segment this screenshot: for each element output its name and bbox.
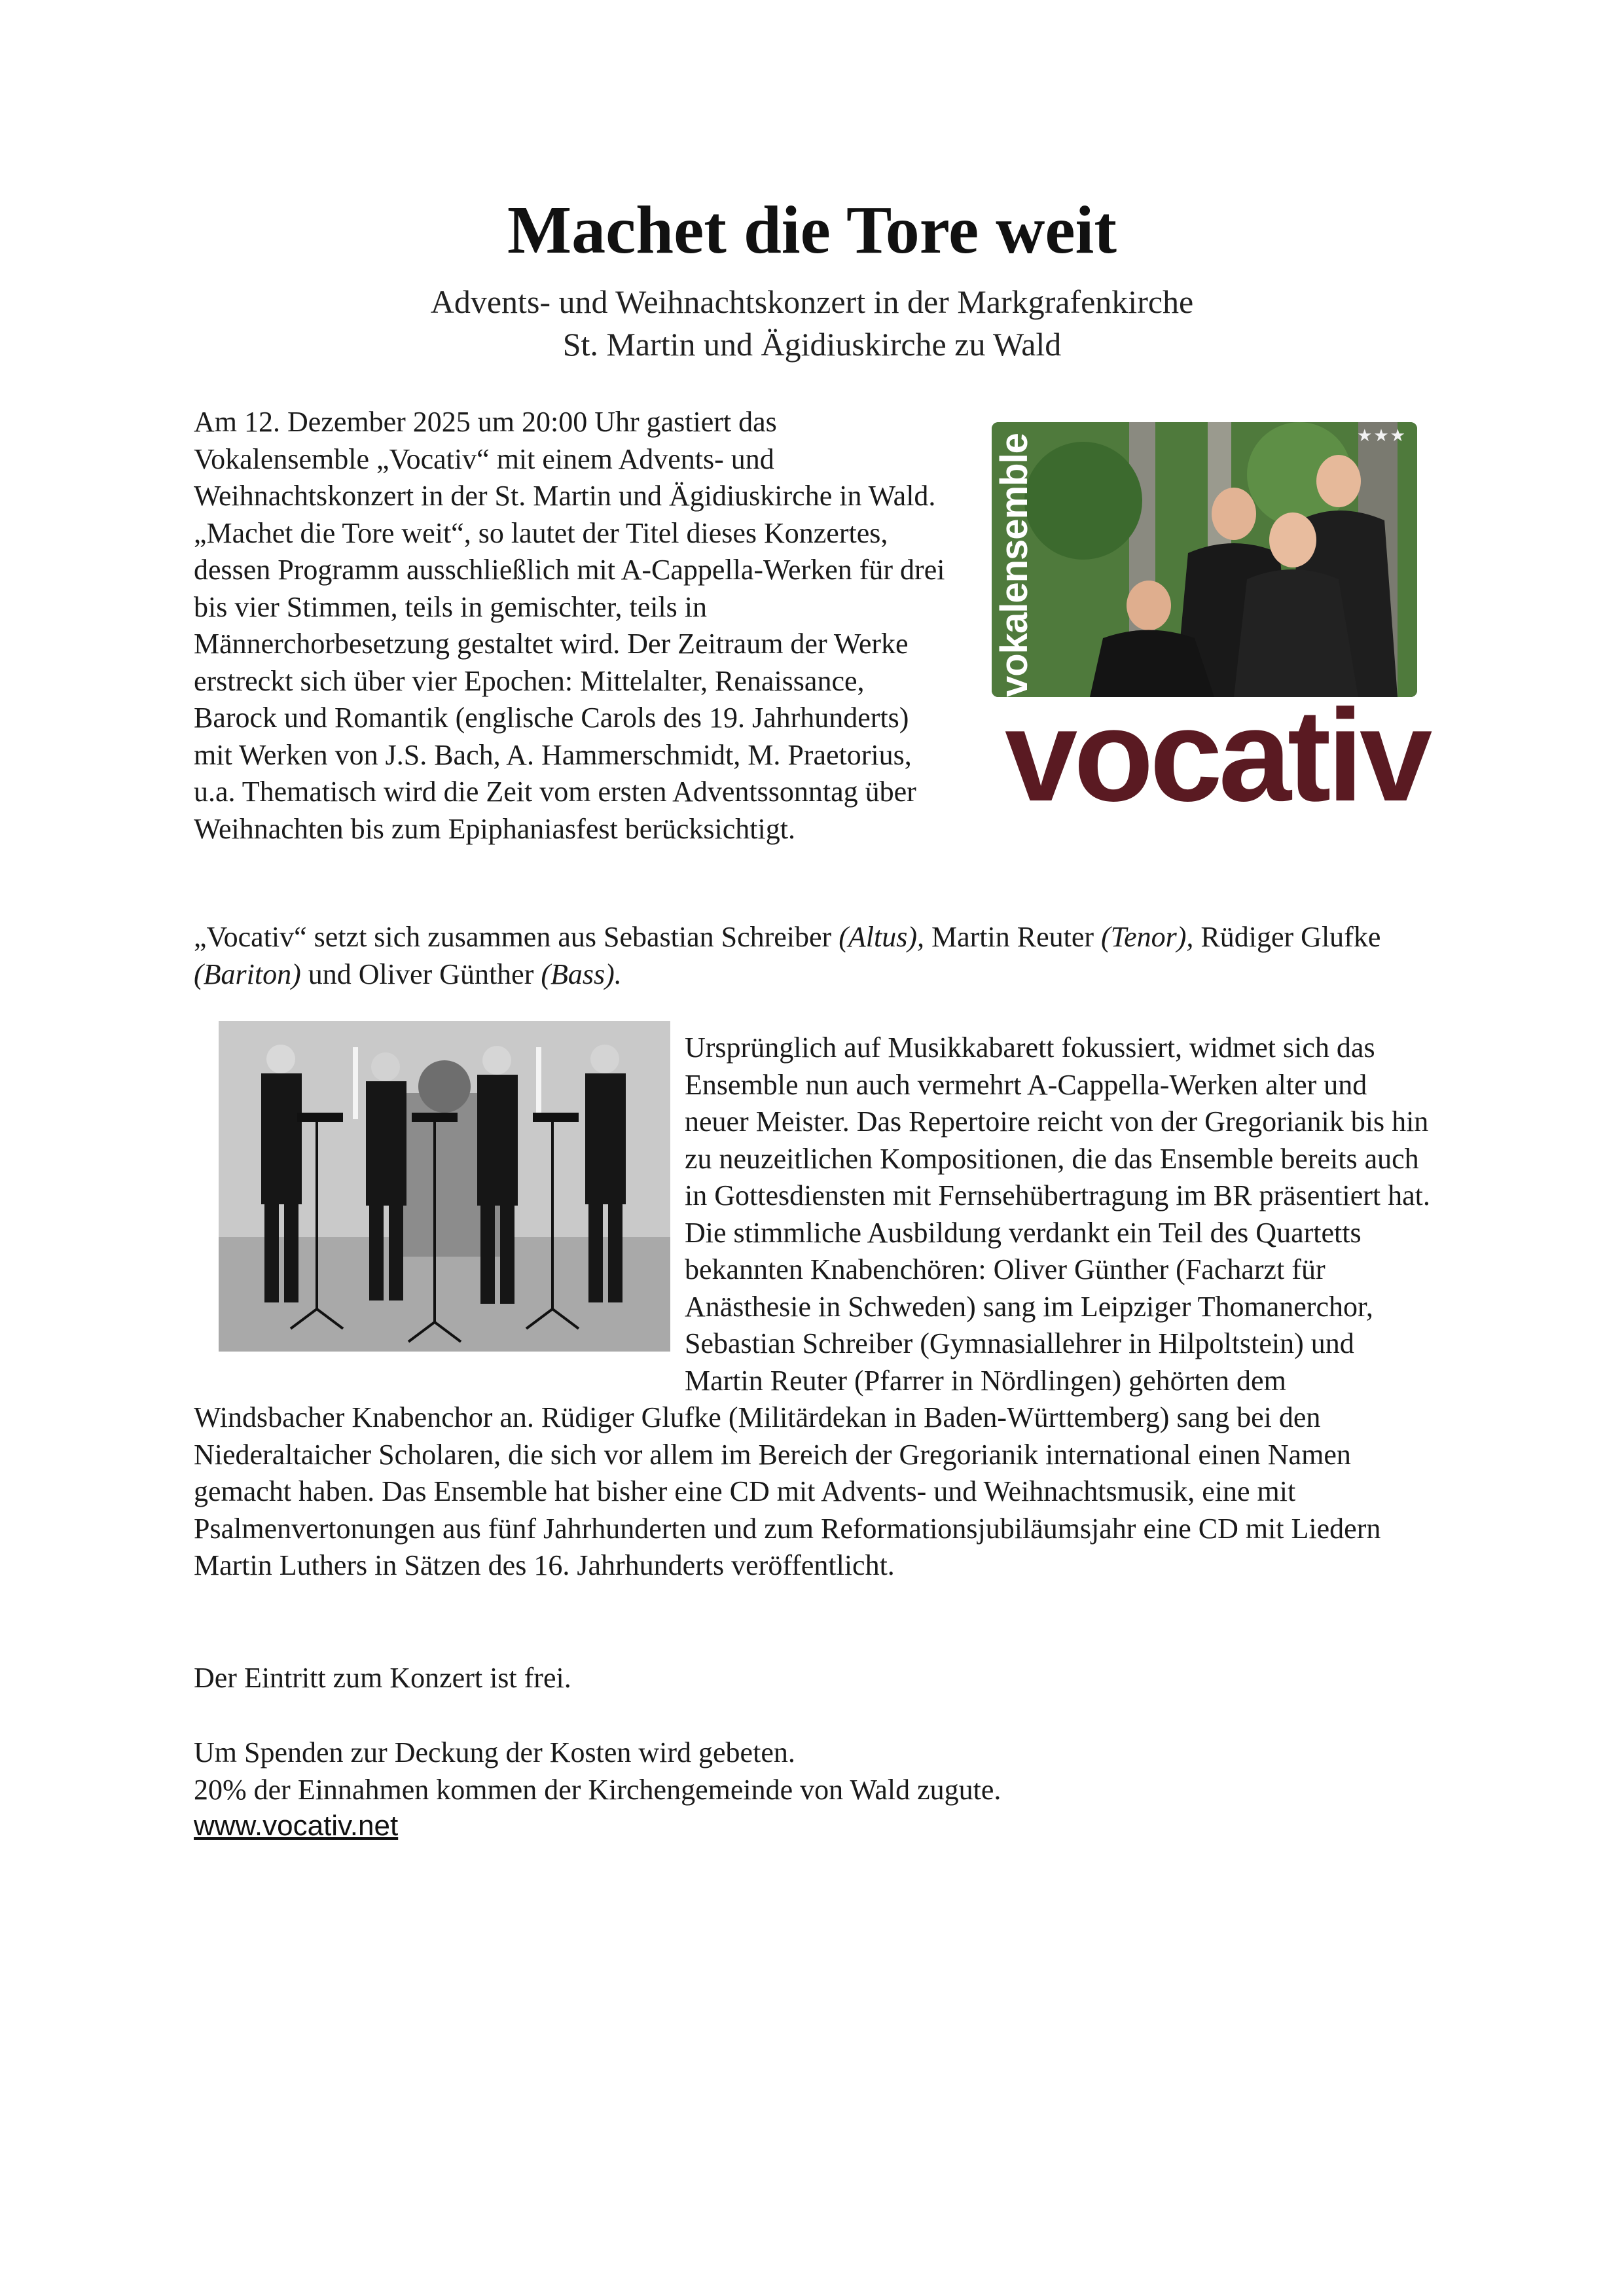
members-text-4: und Oliver Günther [300,958,541,990]
admission-note: Der Eintritt zum Konzert ist frei. [194,1662,571,1694]
photo-float-spacer [194,1030,685,1363]
logo-wordmark: vocativ [1005,683,1429,829]
donation-line-2: 20% der Einnahmen kommen der Kirchengemeinde von Wald zugute. [194,1773,1001,1806]
donation-line-1: Um Spenden zur Deckung der Kosten wird gebeten. [194,1736,795,1768]
ensemble-portrait-photo [992,422,1417,697]
website-link[interactable]: www.vocativ.net [194,1810,399,1842]
members-text-2: Martin Reuter [924,921,1102,953]
voice-tenor: (Tenor), [1101,921,1194,953]
members-text-1: „Vocativ“ setzt sich zusammen aus Sebastian Schreiber [194,921,839,953]
donation-note [194,1734,1437,1808]
vokalensemble-text: vokalensemble [992,433,1036,697]
intro-paragraph: Am 12. Dezember 2025 um 20:00 Uhr gastiert das Vokalensemble „Vocativ“ mit einem Advents- und Weihnachtskonzert in der St. Martin und Ägidiuskirche in Wald. „Machet die Tore weit“, so lautet der Titel dieses Konzertes, dessen Programm ausschließlich mit A-Cappella-Werken für drei bis vier Stimmen, teils in gemischter, teils in Männerchorbesetzung gestaltet wird. Der Zeitraum der Werke erstreckt sich über vier Epochen: Mittelalter, Renaissance, Barock und Romantik (englische Carols des 19. Jahrhunderts) mit Werken von J.S. Bach, A. Hammerschmidt, M. Praetorius, u.a. Thematisch wird die Zeit vom ersten Adventssonntag über Weihnachten bis zum Epiphaniasfest berücksichtigt. [194,406,945,845]
stars-decoration: ★★★ [1357,426,1407,445]
page-title: Machet die Tore weit [507,192,1117,268]
voice-bariton: (Bariton) [194,958,301,990]
story-text: Ursprünglich auf Musikkabarett fokussiert, widmet sich das Ensemble nun auch vermehrt A-Cappella-Werken alter und neuer Meister. Das Repertoire reicht von der Gregorianik bis hin zu neuzeitlichen Kompositionen, die das Ensemble bereits auch in Gottesdiensten mit Fernsehübertragung im BR präsentiert hat. Die stimmliche Ausbildung verdankt ein Teil des Quartetts bekannten Knabenchören: Oliver Günther (Facharzt für Anästhesie in Schweden) sang im Leipziger Thomanerchor, Sebastian Schreiber (Gymnasiallehrer in Hilpoltstein) und Martin Reuter (Pfarrer in Nördlingen) gehörten dem Windsbacher Knabenchor an. Rüdiger Glufke (Militärdekan in Baden-Württemberg) sang bei den Niederaltaicher Scholaren, die sich vor allem im Bereich der Gregorianik international einen Namen gemacht haben. Das Ensemble hat bisher eine CD mit Advents- und Weihnachtsmusik, eine mit Psalmenvertonungen aus fünf Jahrhunderten und zum Reformationsjubiläumsjahr eine CD mit Liedern Martin Luthers in Sätzen des 16. Jahrhunderts veröffentlicht. [194,1031,1430,1581]
logo-vertical-label [992,434,1040,696]
subtitle-line-2: St. Martin und Ägidiuskirche zu Wald [562,326,1062,363]
members-text-3: Rüdiger Glufke [1193,921,1381,953]
story-paragraph [194,1030,1437,1585]
voice-bass: (Bass). [541,958,622,990]
subtitle-line-1: Advents- und Weihnachtskonzert in der Markgrafenkirche [430,283,1194,320]
portrait-illustration [992,422,1417,697]
voice-altus: (Altus), [839,921,924,953]
members-paragraph [194,919,1437,993]
vocativ-logo [992,422,1430,828]
